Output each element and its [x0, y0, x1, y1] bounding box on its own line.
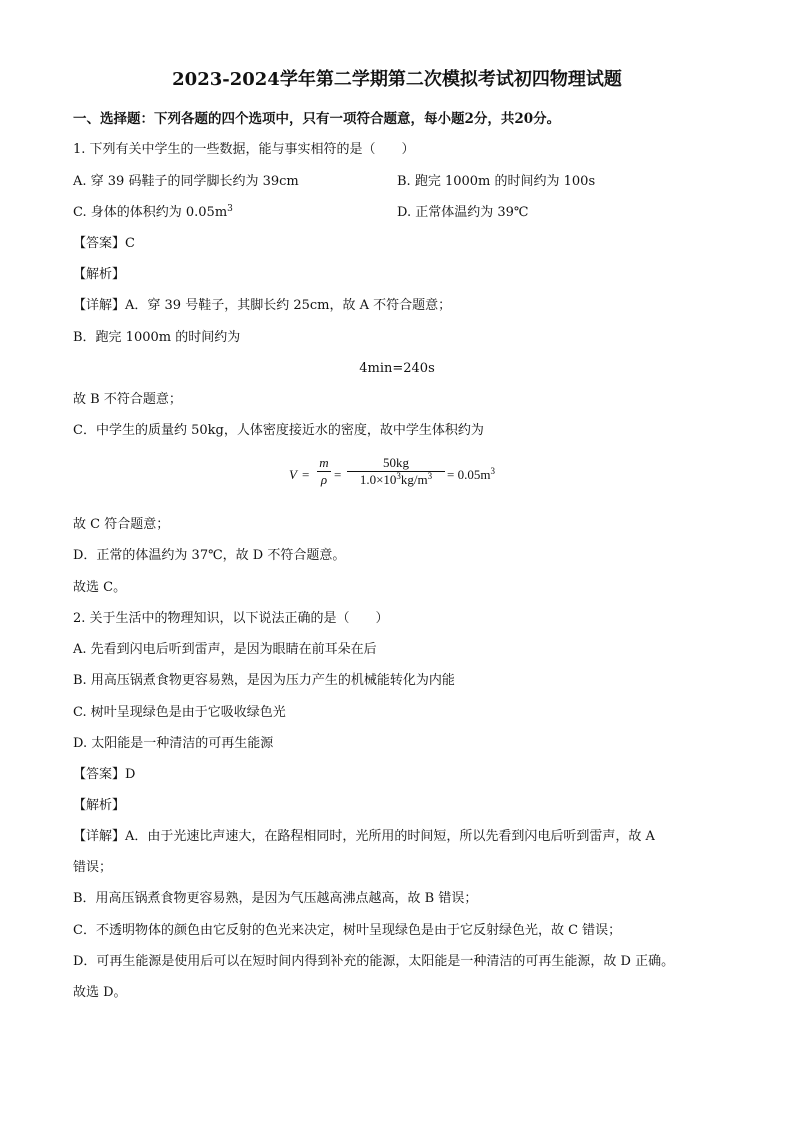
q2-choose: 故选 D。 — [73, 985, 127, 1000]
q1-option-c-sup: 3 — [227, 204, 233, 214]
q1-analysis-label: 【解析】 — [73, 267, 126, 282]
q2-answer: 【答案】D — [73, 767, 136, 782]
volume-formula — [289, 452, 519, 500]
q2-option-b: B. 用高压锅煮食物更容易熟，是因为压力产生的机械能转化为内能 — [73, 673, 455, 688]
q1-time-formula: 4min=240s — [359, 361, 435, 376]
q1-choose: 故选 C。 — [73, 580, 127, 595]
q1-option-d: D. 正常体温约为 39℃ — [397, 205, 529, 220]
q1-answer: 【答案】C — [73, 236, 135, 251]
q1-option-b: B. 跑完 1000m 的时间约为 100s — [397, 174, 596, 189]
formula-numerator: 50kg — [383, 455, 409, 470]
q1-detail-d: D．正常的体温约为 37℃，故 D 不符合题意。 — [73, 548, 346, 563]
formula-fraction-m-rho — [317, 455, 331, 488]
q1-detail-c: C．中学生的质量约 50kg，人体密度接近水的密度，故中学生体积约为 — [73, 423, 484, 438]
q2-detail-a-line1: 【详解】A．由于光速比声速大，在路程相同时，光所用的时间短，所以先看到闪电后听到雷声，故 A — [73, 829, 655, 844]
q1-option-c — [73, 204, 233, 222]
q2-detail-c: C．不透明物体的颜色由它反射的色光来决定，树叶呈现绿色是由于它反射绿色光，故 C 错误； — [73, 923, 622, 938]
q1-stem: 1. 下列有关中学生的一些数据，能与事实相符的是（ ） — [73, 142, 415, 157]
q2-analysis-label: 【解析】 — [73, 798, 126, 813]
q2-detail-b: B．用高压锅煮食物更容易熟，是因为气压越高沸点越高，故 B 错误； — [73, 891, 478, 906]
q2-detail-a-line2: 错误； — [73, 860, 113, 875]
formula-equals: = — [302, 467, 310, 482]
formula-denominator: $1.0\times 10^3kg/m^3$ — [359, 471, 433, 487]
q2-option-a: A. 先看到闪电后听到雷声，是因为眼睛在前耳朵在后 — [73, 642, 377, 657]
q2-option-d: D. 太阳能是一种清洁的可再生能源 — [73, 736, 274, 751]
formula-result: = $0.05m^3$ — [447, 466, 495, 482]
q1-c-conclusion: 故 C 符合题意； — [73, 517, 170, 532]
q1-detail-a: 【详解】A．穿 39 号鞋子，其脚长约 25cm，故 A 不符合题意； — [73, 298, 452, 313]
formula-v: V — [289, 467, 297, 482]
q1-detail-b: B．跑完 1000m 的时间约为 — [73, 330, 241, 345]
q2-option-c: C. 树叶呈现绿色是由于它吸收绿色光 — [73, 705, 286, 720]
q1-option-c-text: C. 身体的体积约为 0.05m — [73, 205, 228, 220]
formula-m: m — [319, 455, 329, 470]
section-heading: 一、选择题：下列各题的四个选项中，只有一项符合题意，每小题2分，共20分。 — [73, 111, 561, 127]
exam-title: 2023-2024学年第二学期第二次模拟考试初四物理试题 — [172, 69, 622, 90]
q1-option-a: A. 穿 39 码鞋子的同学脚长约为 39cm — [73, 174, 299, 189]
formula-fraction-values — [347, 455, 445, 488]
q1-b-conclusion: 故 B 不符合题意； — [73, 392, 182, 407]
formula-equals-2: = — [334, 467, 342, 482]
q2-detail-d: D．可再生能源是使用后可以在短时间内得到补充的能源，太阳能是一种清洁的可再生能源，故 D 正确。 — [73, 954, 675, 969]
formula-rho: ρ — [320, 472, 328, 487]
q2-stem: 2. 关于生活中的物理知识，以下说法正确的是（ ） — [73, 611, 389, 626]
